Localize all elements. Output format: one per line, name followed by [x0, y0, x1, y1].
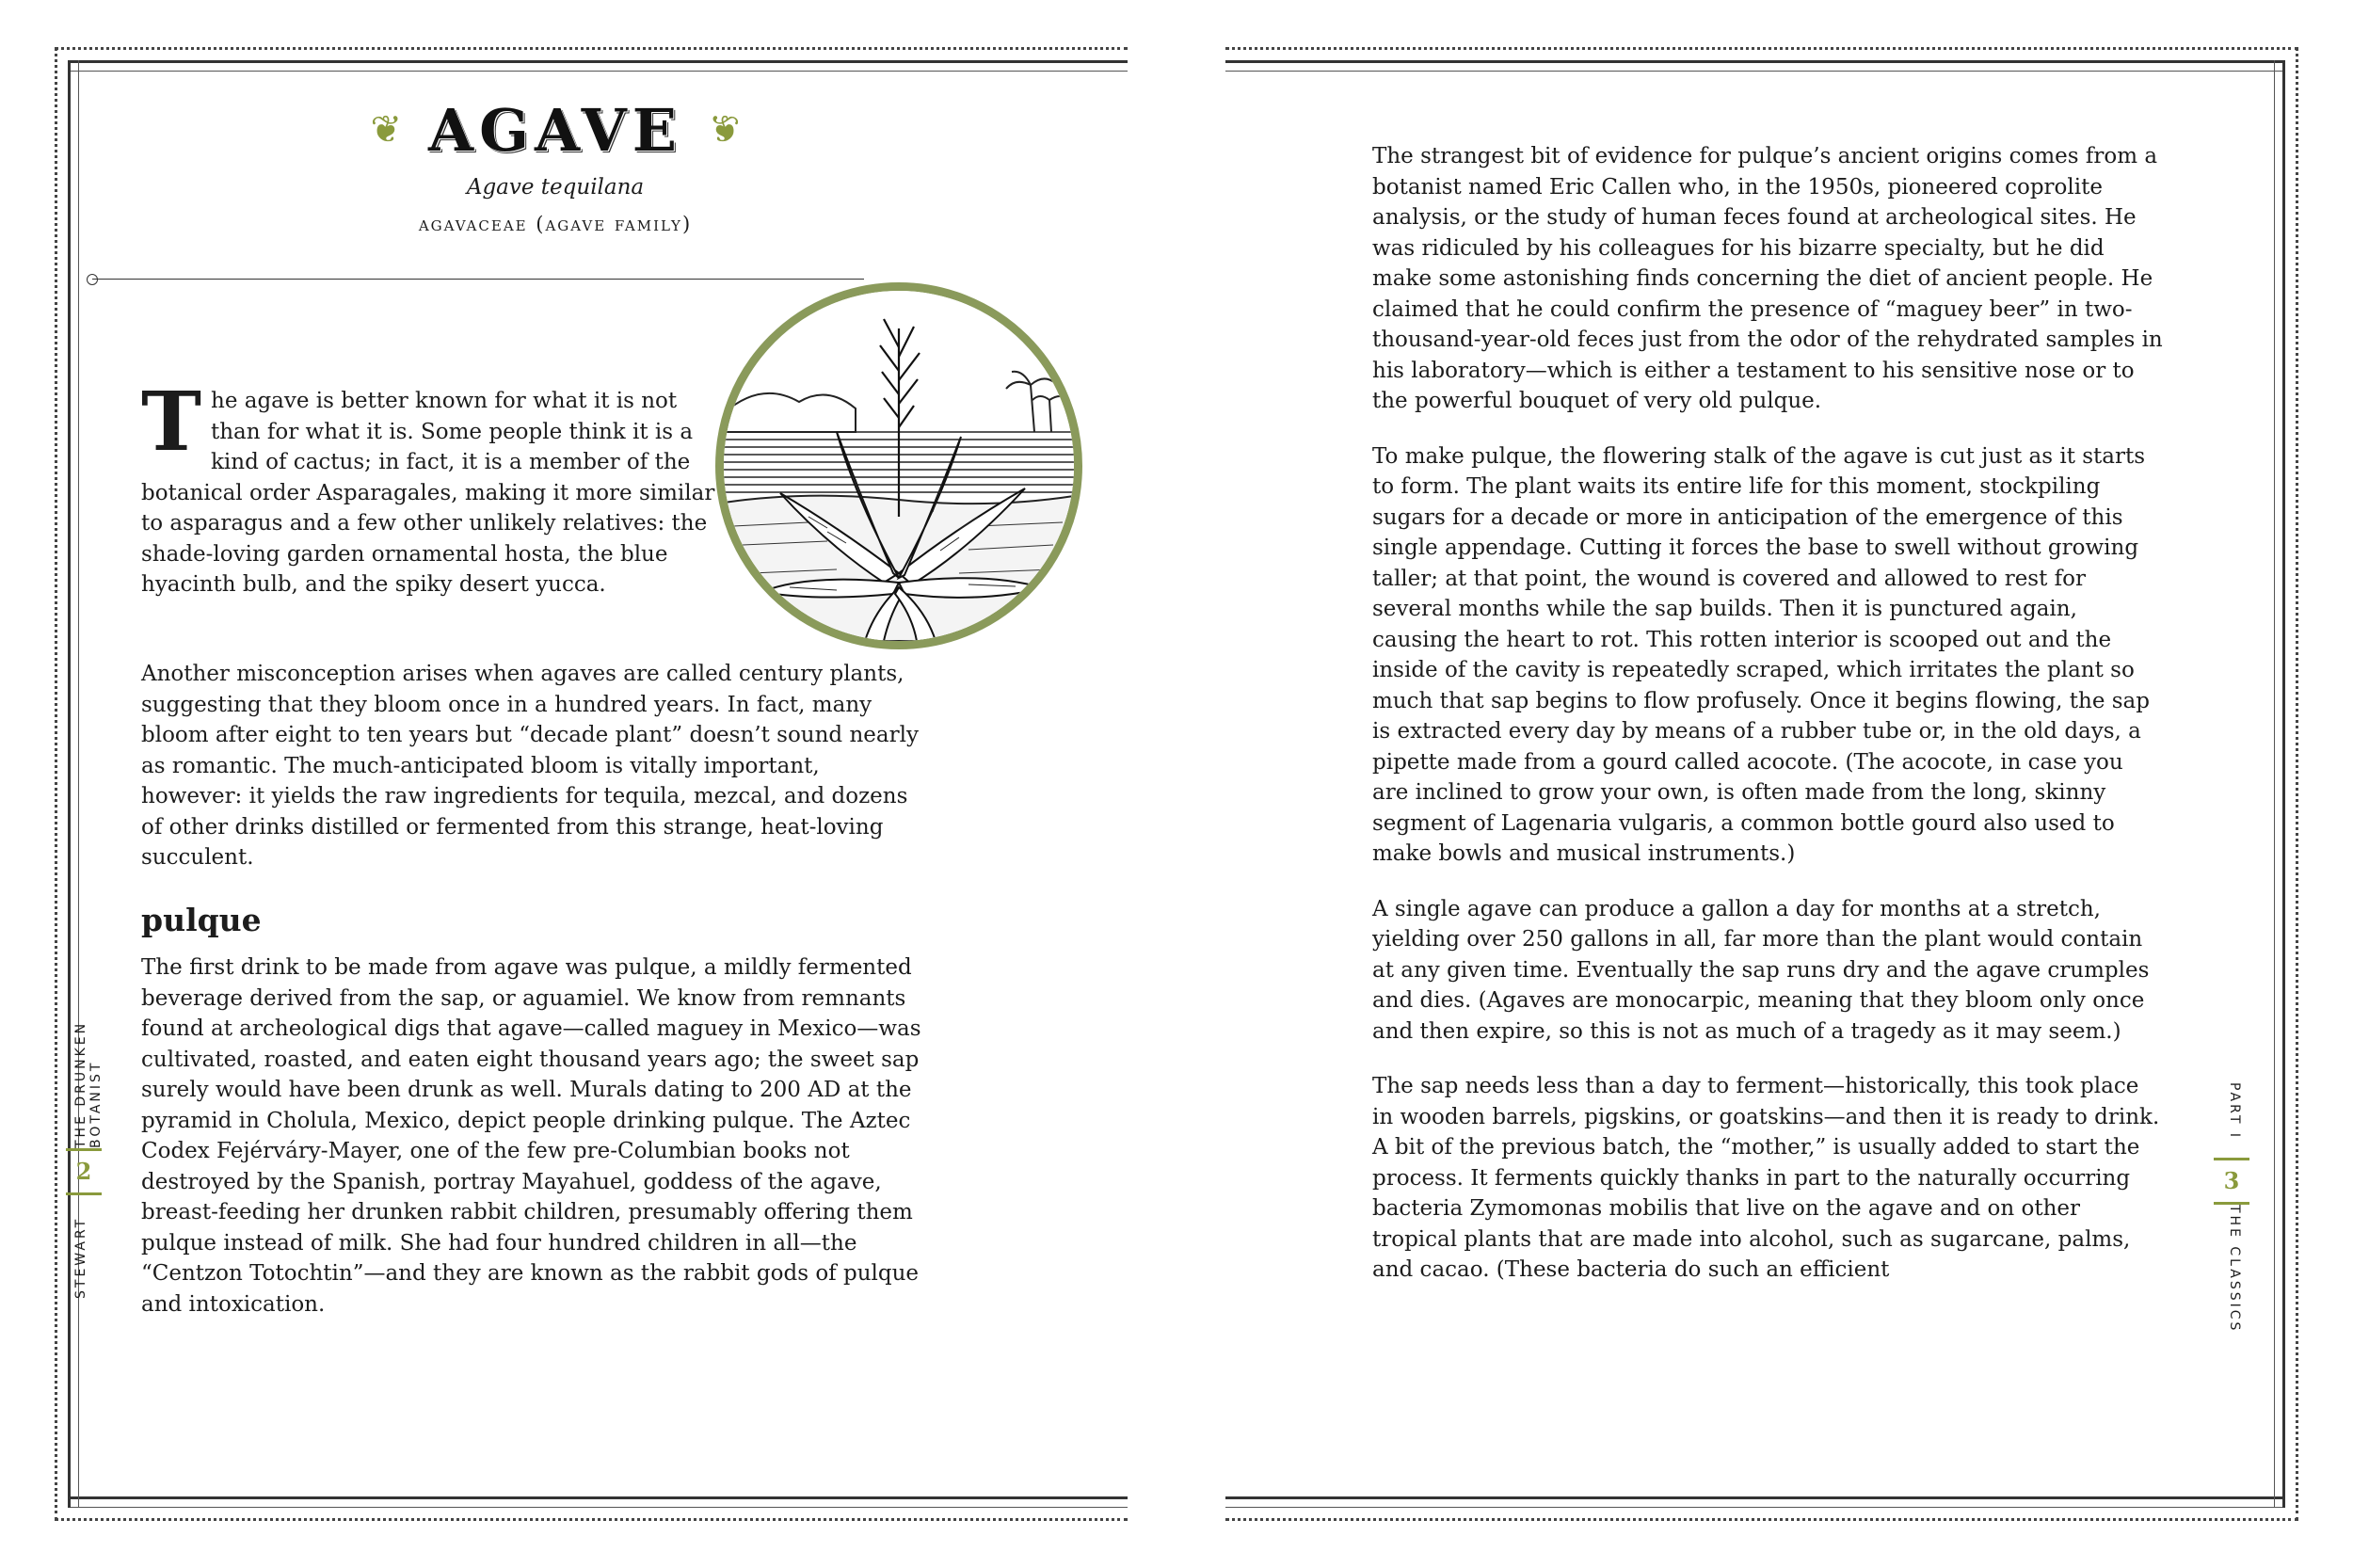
frame-dots-bottom [55, 1518, 1128, 1521]
misconception-paragraph: Another misconception arises when agaves are called century plants, suggesting that they bloom once in a hundred years. In fact, many bloom after eight to ten years but “decade plant” doesn’t sound nearly as romantic. The much-anticipated bloom is vitally important, however: it yields the raw ingredients for tequila, mezcal, and dozens of other drinks distilled or fermented from this strange, heat-loving succulent. [141, 662, 919, 870]
coprolite-paragraph: The strangest bit of evidence for pulque’s ancient origins comes from a botanist named Eric Callen who, in the 1950s, pioneered coprolite analysis, or the study of human feces found at archeological sites. He was ridiculed by his colleagues for his bizarre specialty, but he did make some astonishing finds concerning the diet of ancient people. He claimed that he could confirm the presence of “maguey beer” in two-thousand-year-old feces just from the odor of the rehydrated samples in his laboratory—which is either a testament to his sensitive nose or to the powerful bouquet of very old pulque. [1372, 144, 2163, 413]
book-title-label: THE DRUNKEN BOTANIST [73, 1020, 104, 1148]
agave-illustration [715, 282, 1082, 649]
part-label: PART I [2227, 1082, 2242, 1140]
frame-dots-top [1225, 47, 2298, 50]
author-label: STEWART [73, 1216, 88, 1299]
section-heading: pulque [141, 902, 262, 938]
frame-line-bottom [1225, 1496, 2285, 1508]
making-pulque-paragraph: To make pulque, the flowering stalk of the agave is cut just as it starts to form. The plant waits its entire life for this moment, stockpiling sugars for a decade or more in anticipation of the emergence of this single appendage. Cutting it forces the base to swell without growing taller; at that point, the wound is covered and allowed to rest for several months while the sap builds. Then it is punctured again, causing the heart to rot. This rotten interior is scooped out and the inside of the cavity is repeatedly scraped, which irritates the plant so much that sap begins to flow profusely. Once it begins flowing, the sap is extracted every day by means of a rubber tube or, in the old days, a pipette made from a gourd called acocote. (The acocote, in case you are inclined to grow your own, is often made from the long, skinny segment of Lagenaria vulgaris, a common bottle gourd also used to make bowls and musical instruments.) [1372, 443, 2150, 866]
section-label: THE CLASSICS [2227, 1205, 2242, 1334]
title-row [358, 92, 753, 168]
left-running-head [56, 932, 113, 1308]
frame-dots-bottom [1225, 1518, 2298, 1521]
frame-dots-top [55, 47, 1128, 50]
pulque-paragraph: The first drink to be made from agave was pulque, a mildly fermented beverage derived from the sap, or aguamiel. We know from remnants found at archeological digs that agave—called maguey in Mexico—was cultivated, roasted, and eaten eight thousand years ago; the sweet sap surely would have been drunk as well. Murals dating to 200 AD at the pyramid in Cholula, Mexico, depict people drinking pulque. The Aztec Codex Fejérváry-Mayer, one of the few pre-Columbian books not destroyed by the Spanish, portray Mayahuel, goddess of the agave, breast-feeding her drunken rabbit children, presumably offering them pulque instead of milk. She had four hundred children in all—the “Centzon Totochtin”—and they are known as the rabbit gods of pulque and intoxication. [141, 955, 921, 1317]
frame-line-bottom [68, 1496, 1128, 1508]
agave-plant-engraving-icon [724, 291, 1074, 641]
frame-line-side [2274, 60, 2285, 1508]
frame-dots-side [2296, 47, 2298, 1521]
chapter-title: AGAVE [427, 95, 682, 165]
intro-paragraph [141, 375, 715, 600]
right-running-head [2204, 1082, 2261, 1346]
frame-line-top [1225, 60, 2285, 72]
fleur-flourish-icon: ❦ [709, 108, 741, 152]
species-name: Agave tequilana [466, 175, 645, 200]
drop-cap: T [141, 375, 201, 470]
frame-line-top [68, 60, 1128, 72]
yield-paragraph: A single agave can produce a gallon a day for months at a stretch, yielding over 250 gallons in all, far more than the plant would contain at any given time. Eventually the sap runs dry and the agave crumples and dies. (Agaves are monocarpic, meaning that they bloom only once and then expire, so this is not as much of a tragedy as it may seem.) [1372, 896, 2150, 1044]
header-rule [92, 279, 864, 280]
page-number: 3 [2214, 1158, 2249, 1205]
page-number: 2 [66, 1148, 102, 1195]
intro-paragraph-text: he agave is better known for what it is not than for what it is. Some people think it is a kind of cactus; in fact, it is a member of the botanical order Asparagales, making it more similar to asparagus and a few other unlikely relatives: the shade-loving garden ornamental hosta, the blue hyacinth bulb, and the spiky desert yucca. [141, 389, 715, 597]
fermentation-paragraph: The sap needs less than a day to ferment—historically, this took place in wooden barrels, pigskins, or goatskins—and then it is ready to drink. A bit of the previous batch, the “mother,” is usually added to start the process. It ferments quickly thanks in part to the naturally occurring bacteria Zymomonas mobilis that live on the agave and on other tropical plants that are made into alcohol, such as sugarcane, palms, and cacao. (These bacteria do such an efficient [1372, 1074, 2160, 1282]
fleur-flourish-icon: ❦ [370, 108, 402, 152]
rule-dot [87, 274, 98, 285]
right-column [1372, 141, 2163, 1310]
family-name: agavaceae (agave family) [418, 213, 693, 235]
